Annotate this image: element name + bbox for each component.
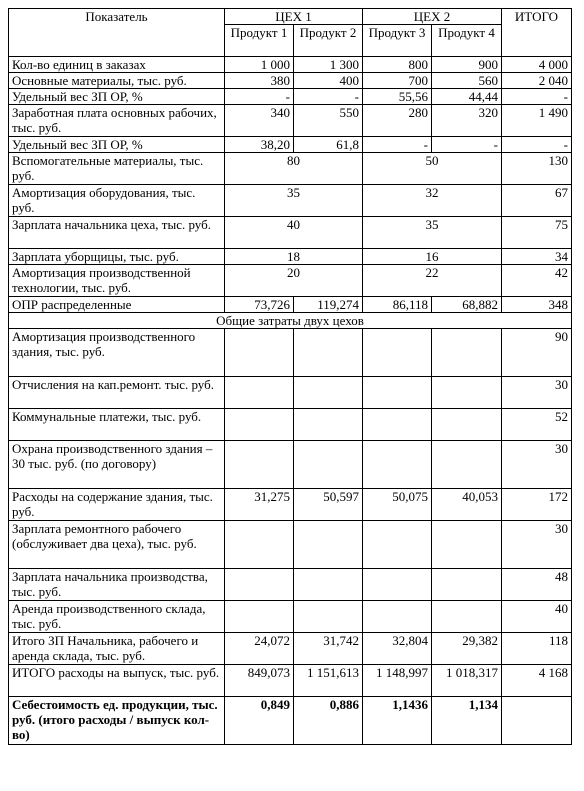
total-cell: 40 — [502, 601, 572, 633]
table-row — [9, 249, 572, 265]
value-cell: 320 — [432, 105, 502, 137]
value-cell — [363, 569, 432, 601]
table-row — [9, 217, 572, 249]
header-product-4: Продукт 4 — [432, 25, 502, 57]
value-cell: 68,882 — [432, 297, 502, 313]
value-cell: - — [294, 89, 363, 105]
section-row — [9, 313, 572, 329]
value-cell — [363, 601, 432, 633]
value-cell — [363, 521, 432, 569]
table-row — [9, 89, 572, 105]
total-cell: 118 — [502, 633, 572, 665]
table-row — [9, 73, 572, 89]
row-label: Основные материалы, тыс. руб. — [9, 73, 225, 89]
value-cell: 1 151,613 — [294, 665, 363, 697]
value-cell: 119,274 — [294, 297, 363, 313]
total-cell: 4 000 — [502, 57, 572, 73]
value-cell: 31,275 — [225, 489, 294, 521]
total-cell: 30 — [502, 441, 572, 489]
cost-table — [8, 8, 572, 745]
value-cell: 1,134 — [432, 697, 502, 745]
shop-1-value: 20 — [225, 265, 363, 297]
row-label: Охрана производственного здания – 30 тыс. руб. (по договору) — [9, 441, 225, 489]
row-label: Зарплата начальника цеха, тыс. руб. — [9, 217, 225, 249]
value-cell: 1 148,997 — [363, 665, 432, 697]
row-label: Расходы на содержание здания, тыс. руб. — [9, 489, 225, 521]
shop-2-value: 16 — [363, 249, 502, 265]
value-cell: 560 — [432, 73, 502, 89]
total-cell: 90 — [502, 329, 572, 377]
header-shop-2: ЦЕХ 2 — [363, 9, 502, 25]
row-label: Зарплата уборщицы, тыс. руб. — [9, 249, 225, 265]
shop-2-value: 35 — [363, 217, 502, 249]
value-cell — [294, 441, 363, 489]
value-cell: 86,118 — [363, 297, 432, 313]
value-cell — [363, 377, 432, 409]
table-row — [9, 569, 572, 601]
total-cell: 30 — [502, 521, 572, 569]
value-cell — [432, 521, 502, 569]
table-row — [9, 329, 572, 377]
header-product-2: Продукт 2 — [294, 25, 363, 57]
value-cell: 340 — [225, 105, 294, 137]
table-row — [9, 377, 572, 409]
value-cell: 32,804 — [363, 633, 432, 665]
shop-1-value: 40 — [225, 217, 363, 249]
value-cell — [294, 601, 363, 633]
total-cell — [502, 697, 572, 745]
value-cell — [432, 569, 502, 601]
total-cell: 1 490 — [502, 105, 572, 137]
row-label: Зарплата начальника производства, тыс. руб. — [9, 569, 225, 601]
value-cell: 800 — [363, 57, 432, 73]
value-cell: 1 000 — [225, 57, 294, 73]
value-cell: 400 — [294, 73, 363, 89]
table-row — [9, 665, 572, 697]
value-cell: - — [363, 137, 432, 153]
row-label: Амортизация оборудования, тыс. руб. — [9, 185, 225, 217]
table-row — [9, 137, 572, 153]
total-cell: 42 — [502, 265, 572, 297]
value-cell: 50,075 — [363, 489, 432, 521]
value-cell — [432, 441, 502, 489]
header-shop-1: ЦЕХ 1 — [225, 9, 363, 25]
row-label: Удельный вес ЗП ОР, % — [9, 89, 225, 105]
value-cell — [225, 329, 294, 377]
value-cell: 50,597 — [294, 489, 363, 521]
value-cell — [432, 329, 502, 377]
header-product-1: Продукт 1 — [225, 25, 294, 57]
table-row — [9, 697, 572, 745]
value-cell: 24,072 — [225, 633, 294, 665]
value-cell: 61,8 — [294, 137, 363, 153]
total-cell: - — [502, 89, 572, 105]
shop-1-value: 80 — [225, 153, 363, 185]
value-cell: 1 300 — [294, 57, 363, 73]
value-cell: 280 — [363, 105, 432, 137]
total-cell: 348 — [502, 297, 572, 313]
row-label: Амортизация производственной технологии, тыс. руб. — [9, 265, 225, 297]
total-cell: 34 — [502, 249, 572, 265]
value-cell: 40,053 — [432, 489, 502, 521]
value-cell: 1 018,317 — [432, 665, 502, 697]
value-cell: 1,1436 — [363, 697, 432, 745]
value-cell: 31,742 — [294, 633, 363, 665]
shop-2-value: 32 — [363, 185, 502, 217]
value-cell — [225, 441, 294, 489]
table-row — [9, 521, 572, 569]
row-label: Амортизация производственного здания, тыс. руб. — [9, 329, 225, 377]
value-cell — [363, 329, 432, 377]
total-cell: 67 — [502, 185, 572, 217]
value-cell: 38,20 — [225, 137, 294, 153]
value-cell — [225, 377, 294, 409]
value-cell — [294, 377, 363, 409]
value-cell: 44,44 — [432, 89, 502, 105]
shop-2-value: 50 — [363, 153, 502, 185]
value-cell — [225, 409, 294, 441]
value-cell — [363, 441, 432, 489]
value-cell — [225, 569, 294, 601]
header-total: ИТОГО — [502, 9, 572, 57]
total-cell: 130 — [502, 153, 572, 185]
total-cell: 30 — [502, 377, 572, 409]
value-cell: 0,886 — [294, 697, 363, 745]
total-cell: 2 040 — [502, 73, 572, 89]
table-row — [9, 409, 572, 441]
table-row — [9, 265, 572, 297]
value-cell: 0,849 — [225, 697, 294, 745]
row-label: ОПР распределенные — [9, 297, 225, 313]
row-label: Отчисления на кап.ремонт. тыс. руб. — [9, 377, 225, 409]
row-label: Удельный вес ЗП ОР, % — [9, 137, 225, 153]
table-row — [9, 153, 572, 185]
row-label: Зарплата ремонтного рабочего (обслуживает два цеха), тыс. руб. — [9, 521, 225, 569]
header-product-3: Продукт 3 — [363, 25, 432, 57]
table-row — [9, 185, 572, 217]
value-cell: 900 — [432, 57, 502, 73]
total-cell: 75 — [502, 217, 572, 249]
row-label: Заработная плата основных рабочих, тыс. руб. — [9, 105, 225, 137]
shop-1-value: 18 — [225, 249, 363, 265]
value-cell: 380 — [225, 73, 294, 89]
value-cell — [432, 409, 502, 441]
value-cell — [294, 569, 363, 601]
table-row — [9, 297, 572, 313]
row-label: Кол-во единиц в заказах — [9, 57, 225, 73]
value-cell: - — [432, 137, 502, 153]
value-cell: - — [225, 89, 294, 105]
total-cell: - — [502, 137, 572, 153]
section-title: Общие затраты двух цехов — [9, 313, 572, 329]
total-cell: 172 — [502, 489, 572, 521]
table-row — [9, 601, 572, 633]
value-cell — [225, 521, 294, 569]
value-cell — [294, 329, 363, 377]
shop-2-value: 22 — [363, 265, 502, 297]
value-cell — [432, 601, 502, 633]
shop-1-value: 35 — [225, 185, 363, 217]
value-cell: 55,56 — [363, 89, 432, 105]
row-label: Аренда производственного склада, тыс. руб. — [9, 601, 225, 633]
value-cell: 73,726 — [225, 297, 294, 313]
total-cell: 48 — [502, 569, 572, 601]
row-label: Итого ЗП Начальника, рабочего и аренда склада, тыс. руб. — [9, 633, 225, 665]
table-row — [9, 105, 572, 137]
table-row — [9, 57, 572, 73]
row-label: ИТОГО расходы на выпуск, тыс. руб. — [9, 665, 225, 697]
value-cell — [363, 409, 432, 441]
value-cell — [294, 521, 363, 569]
value-cell — [294, 409, 363, 441]
table-row — [9, 633, 572, 665]
value-cell: 849,073 — [225, 665, 294, 697]
value-cell: 29,382 — [432, 633, 502, 665]
value-cell — [225, 601, 294, 633]
value-cell: 700 — [363, 73, 432, 89]
value-cell: 550 — [294, 105, 363, 137]
total-cell: 4 168 — [502, 665, 572, 697]
value-cell — [432, 377, 502, 409]
row-label: Себестоимость ед. продукции, тыс. руб. (итого расходы / выпуск кол-во) — [9, 697, 225, 745]
row-label: Коммунальные платежи, тыс. руб. — [9, 409, 225, 441]
total-cell: 52 — [502, 409, 572, 441]
header-indicator: Показатель — [9, 9, 225, 57]
table-row — [9, 441, 572, 489]
row-label: Вспомогательные материалы, тыс. руб. — [9, 153, 225, 185]
table-row — [9, 489, 572, 521]
